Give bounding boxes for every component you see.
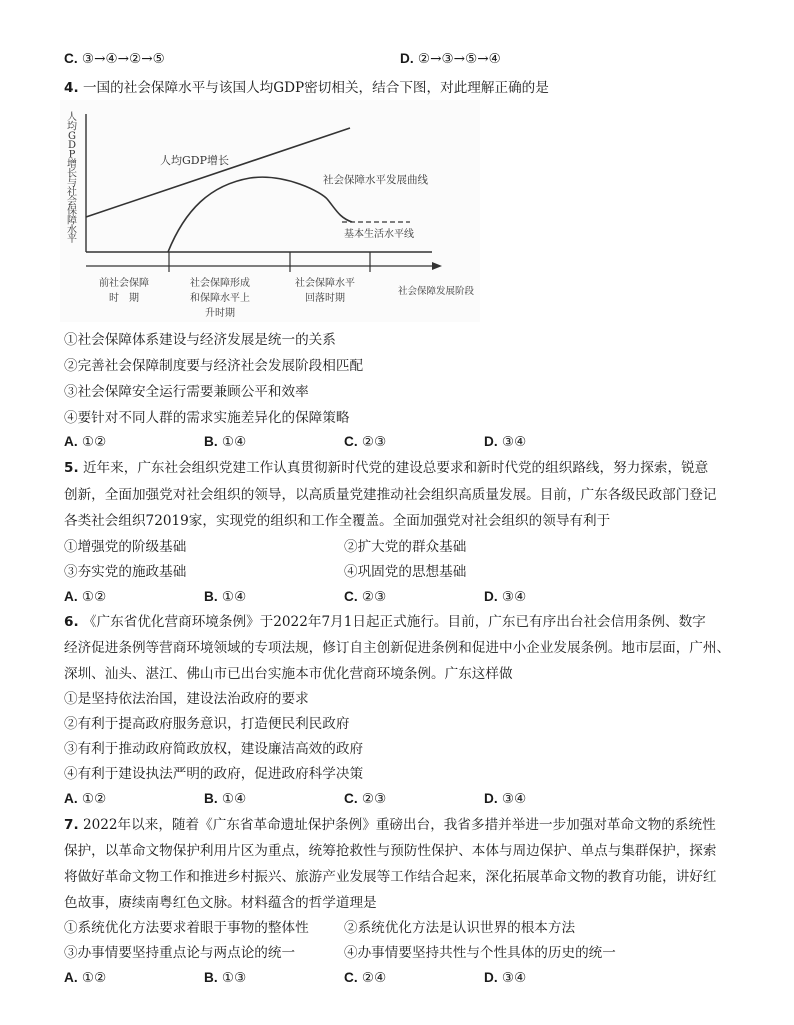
q4-option-b-text: ①④	[221, 434, 247, 450]
q6-option-b	[204, 789, 246, 809]
q7-stem-line-2: 保护，以革命文物保护利用片区为重点，统筹抢救性与预防性保护、本体与周边保护、单点与集群保护，探索	[64, 843, 717, 859]
q6-stem-line-3: 深圳、汕头、湛江、佛山市已出台实施本市优化营商环境条例。广东这样做	[64, 666, 513, 682]
q7-stem-line-3: 将做好革命文物工作和推进乡村振兴、旅游产业发展等工作结合起来，深化拓展革命文物的教育功能，讲好红	[64, 869, 717, 885]
y-axis-label-char: 障	[67, 215, 77, 227]
q3-option-c	[64, 49, 165, 69]
q5-option-a-text: ①②	[81, 589, 107, 605]
q5-item-3: ③夯实党的施政基础	[64, 564, 187, 580]
y-axis-label-char: 与	[67, 177, 77, 189]
q5-option-d-letter: D.	[484, 589, 498, 604]
q5-option-d-text: ③④	[501, 589, 527, 605]
q7-item-3: ③办事情要坚持重点论与两点论的统一	[64, 945, 296, 961]
q6-option-a-letter: A.	[64, 791, 78, 806]
q6-number: 6.	[64, 614, 79, 630]
q5-number: 5.	[64, 460, 79, 476]
y-axis-label-char: 水	[67, 224, 77, 236]
q3-option-d	[400, 49, 501, 69]
q6-item-4: ④有利于建设执法严明的政府，促进政府科学决策	[64, 766, 364, 782]
gdp-line-label: 人均GDP增长	[160, 154, 230, 167]
q7-item-4: ④办事情要坚持共性与个性具体的历史的统一	[344, 945, 616, 961]
stage2-line3: 升时期	[205, 308, 235, 319]
q5-stem-line-3: 各类社会组织72019家，实现党的组织和工作全覆盖。全面加强党对社会组织的领导有利于	[64, 513, 611, 529]
q3-option-d-letter: D.	[400, 51, 414, 66]
q3-option-d-text: ②→③→⑤→④	[417, 51, 501, 67]
q7-option-d	[484, 968, 526, 988]
y-axis-label	[67, 110, 77, 245]
q5-option-c	[344, 587, 386, 607]
q4-item-2: ②完善社会保障制度要与经济社会发展阶段相匹配	[64, 358, 364, 374]
stage1-line2: 时 期	[109, 293, 139, 304]
q6-item-3: ③有利于推动政府简政放权，建设廉洁高效的政府	[64, 741, 364, 757]
q4-option-c	[344, 432, 386, 452]
q6-option-c-text: ②③	[361, 791, 387, 807]
q5-option-d	[484, 587, 526, 607]
q5-item-1: ①增强党的阶级基础	[64, 539, 187, 555]
y-axis-label-char: 平	[67, 234, 77, 246]
q5-option-a-letter: A.	[64, 589, 78, 604]
q4-chart	[60, 100, 480, 322]
q4-option-b-letter: B.	[204, 434, 218, 449]
y-axis-label-char: 人	[67, 112, 77, 123]
q4-option-a-letter: A.	[64, 434, 78, 449]
q7-option-c-text: ②④	[361, 970, 387, 986]
q4-item-3: ③社会保障安全运行需要兼顾公平和效率	[64, 384, 309, 400]
q4-item-4: ④要针对不同人群的需求实施差异化的保障策略	[64, 410, 350, 426]
q7-option-c	[344, 968, 386, 988]
q4-option-b	[204, 432, 246, 452]
q6-option-b-letter: B.	[204, 791, 218, 806]
q4-number: 4.	[64, 80, 79, 96]
q7-option-d-letter: D.	[484, 970, 498, 985]
q6-stem-line-1	[64, 612, 706, 632]
q5-option-b-text: ①④	[221, 589, 247, 605]
q5-stem-line-2: 创新，全面加强党对社会组织的领导，以高质量党建推动社会组织高质量发展。目前，广东各级民政部门登记	[64, 487, 717, 503]
x-axis-title: 社会保障发展阶段	[398, 286, 475, 297]
q4-option-c-text: ②③	[361, 434, 387, 450]
q6-item-2: ②有利于提高政府服务意识，打造便民利民政府	[64, 716, 350, 732]
q3-option-c-letter: C.	[64, 51, 78, 66]
q7-stem-line-1	[64, 815, 716, 835]
q5-option-c-letter: C.	[344, 589, 358, 604]
q7-option-c-letter: C.	[344, 970, 358, 985]
q4-option-d-text: ③④	[501, 434, 527, 450]
stage3-line2: 回落时期	[305, 293, 345, 304]
q7-option-a	[64, 968, 106, 988]
q6-option-d-text: ③④	[501, 791, 527, 807]
y-axis-label-char: G	[68, 130, 76, 142]
q7-option-a-text: ①②	[81, 970, 107, 986]
q6-option-d	[484, 789, 526, 809]
q5-option-b-letter: B.	[204, 589, 218, 604]
q4-option-a	[64, 432, 106, 452]
q7-option-d-text: ③④	[501, 970, 527, 986]
y-axis-label-char: 保	[67, 206, 77, 217]
q5-option-b	[204, 587, 246, 607]
stage2-line1: 社会保障形成	[190, 278, 250, 289]
q4-stem-text: 一国的社会保障水平与该国人均GDP密切相关，结合下图，对此理解正确的是	[82, 80, 549, 96]
y-axis-label-char: 长	[67, 168, 77, 180]
q5-stem-text-1: 近年来，广东社会组织党建工作认真贯彻新时代党的建设总要求和新时代党的组织路线，努力探索，锐意	[82, 460, 709, 476]
q5-option-a	[64, 587, 106, 607]
q4-option-a-text: ①②	[81, 434, 107, 450]
q6-option-a	[64, 789, 106, 809]
y-axis-label-char: P	[68, 149, 76, 161]
q4-option-d	[484, 432, 526, 452]
stage1-line1: 前社会保障	[99, 278, 149, 289]
q7-option-b	[204, 968, 246, 988]
y-axis-label-char: 均	[67, 121, 77, 133]
q4-item-1: ①社会保障体系建设与经济发展是统一的关系	[64, 332, 336, 348]
q6-option-c	[344, 789, 386, 809]
stage3-line1: 社会保障水平	[295, 278, 355, 289]
y-axis-label-char: 增	[67, 159, 77, 170]
q7-stem-line-4: 色故事，赓续南粤红色文脉。材料蕴含的哲学道理是	[64, 895, 377, 911]
q7-option-b-letter: B.	[204, 970, 218, 985]
q7-item-2: ②系统优化方法是认识世界的根本方法	[344, 920, 576, 936]
q7-option-b-text: ①③	[221, 970, 247, 986]
y-axis-label-char: 社	[67, 187, 77, 199]
q4-option-c-letter: C.	[344, 434, 358, 449]
q6-option-b-text: ①④	[221, 791, 247, 807]
q6-option-a-text: ①②	[81, 791, 107, 807]
q6-stem-text-1: 《广东省优化营商环境条例》于2022年7月1日起正式施行。目前，广东已有序出台社会信用条例、数字	[82, 614, 706, 630]
y-axis-label-char: 会	[67, 196, 77, 208]
q6-option-d-letter: D.	[484, 791, 498, 806]
q7-option-a-letter: A.	[64, 970, 78, 985]
q3-option-c-text: ③→④→②→⑤	[81, 51, 165, 67]
q5-item-4: ④巩固党的思想基础	[344, 564, 467, 580]
stage2-line2: 和保障水平上	[190, 293, 250, 304]
q6-item-1: ①是坚持依法治国，建设法治政府的要求	[64, 691, 309, 707]
q7-stem-text-1: 2022年以来，随着《广东省革命遗址保护条例》重磅出台，我省多措并举进一步加强对革命文物的系统性	[82, 817, 716, 833]
q7-item-1: ①系统优化方法要求着眼于事物的整体性	[64, 920, 309, 936]
baseline-label: 基本生活水平线	[344, 229, 414, 240]
q6-stem-line-2: 经济促进条例等营商环境领域的专项法规，修订自主创新促进条例和促进中小企业发展条例。地市层面，广州、	[64, 640, 731, 656]
curve-label: 社会保障水平发展曲线	[323, 174, 428, 186]
q5-option-c-text: ②③	[361, 589, 387, 605]
y-axis-label-char: D	[67, 140, 77, 152]
q7-number: 7.	[64, 817, 79, 833]
q4-option-d-letter: D.	[484, 434, 498, 449]
q6-option-c-letter: C.	[344, 791, 358, 806]
q5-stem-line-1	[64, 458, 708, 478]
q5-item-2: ②扩大党的群众基础	[344, 539, 467, 555]
q4-stem	[64, 78, 549, 98]
